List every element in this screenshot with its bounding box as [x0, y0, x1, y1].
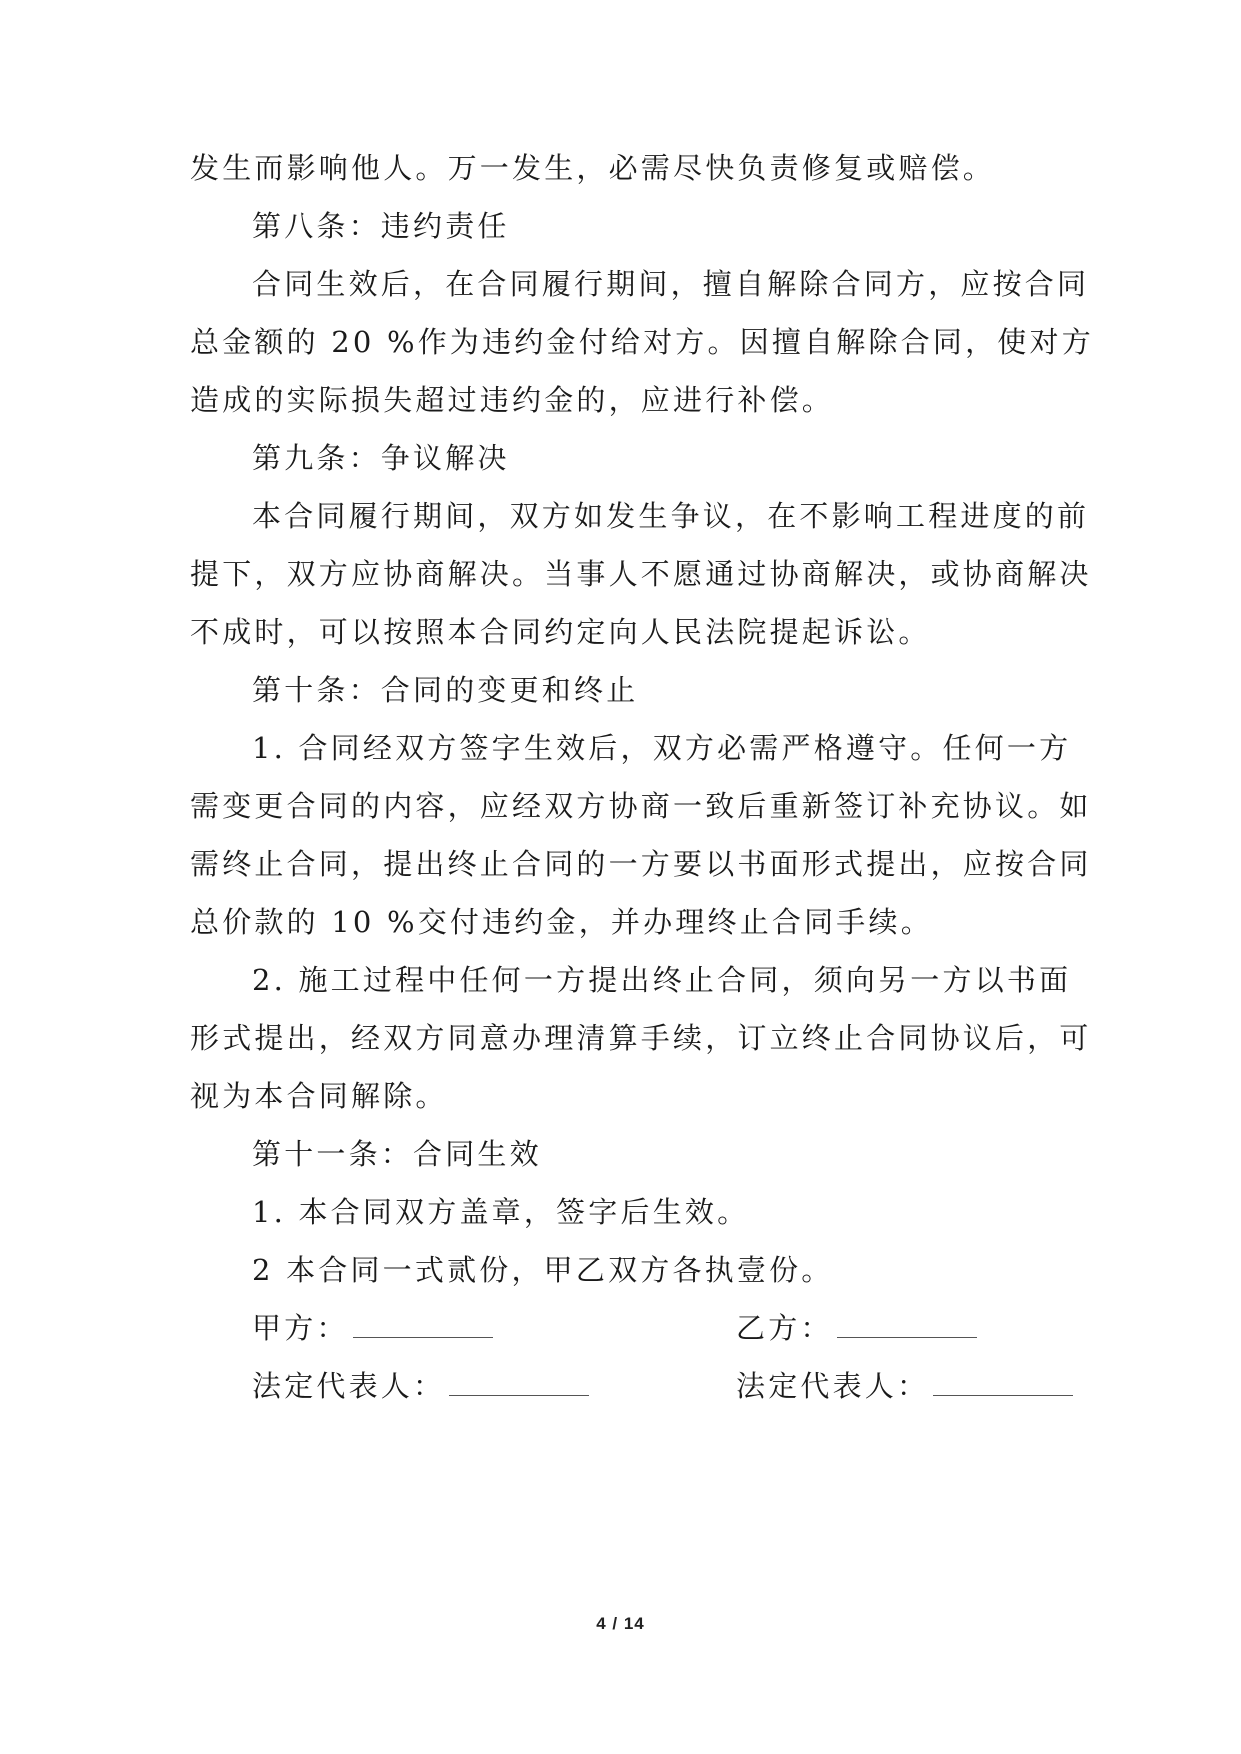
text-line: 总金额的 20 %作为违约金付给对方。因擅自解除合同，使对方 — [190, 325, 1094, 359]
text-line: 发生而影响他人。万一发生，必需尽快负责修复或赔偿。 — [190, 151, 996, 185]
text-line: 需终止合同，提出终止合同的一方要以书面形式提出，应按合同 — [190, 847, 1092, 881]
party-a-label: 甲方： — [252, 1311, 349, 1345]
party-b-label: 乙方： — [736, 1311, 833, 1345]
section-heading-article-8: 第八条：违约责任 — [252, 209, 510, 243]
legal-rep-b-signature-line — [736, 1366, 1073, 1406]
text-line: 形式提出，经双方同意办理清算手续，订立终止合同协议后，可 — [190, 1021, 1092, 1055]
text-line: 提下，双方应协商解决。当事人不愿通过协商解决，或协商解决 — [190, 557, 1092, 591]
party-a-blank — [353, 1311, 493, 1338]
text-line: 1. 本合同双方盖章，签字后生效。 — [252, 1195, 750, 1229]
party-a-signature-line — [252, 1308, 493, 1348]
text-line: 合同生效后，在合同履行期间，擅自解除合同方，应按合同 — [252, 267, 1090, 301]
text-line: 视为本合同解除。 — [190, 1079, 448, 1113]
section-heading-article-9: 第九条：争议解决 — [252, 441, 510, 475]
legal-rep-a-blank — [449, 1369, 589, 1396]
text-line: 需变更合同的内容，应经双方协商一致后重新签订补充协议。如 — [190, 789, 1092, 823]
party-b-blank — [837, 1311, 977, 1338]
text-line: 2. 施工过程中任何一方提出终止合同，须向另一方以书面 — [252, 963, 1072, 997]
legal-rep-b-label: 法定代表人： — [736, 1369, 930, 1403]
legal-rep-a-signature-line — [252, 1366, 589, 1406]
text-line: 不成时，可以按照本合同约定向人民法院提起诉讼。 — [190, 615, 931, 649]
legal-rep-a-label: 法定代表人： — [252, 1369, 446, 1403]
text-line: 总价款的 10 %交付违约金，并办理终止合同手续。 — [190, 905, 933, 939]
text-line: 造成的实际损失超过违约金的，应进行补偿。 — [190, 383, 835, 417]
text-line: 2 本合同一式贰份，甲乙双方各执壹份。 — [252, 1253, 834, 1287]
text-line: 本合同履行期间，双方如发生争议，在不影响工程进度的前 — [252, 499, 1090, 533]
section-heading-article-11: 第十一条：合同生效 — [252, 1137, 542, 1171]
party-b-signature-line — [736, 1308, 977, 1348]
legal-rep-b-blank — [933, 1369, 1073, 1396]
page-number: 4 / 14 — [596, 1614, 645, 1633]
section-heading-article-10: 第十条：合同的变更和终止 — [252, 673, 639, 707]
text-line: 1. 合同经双方签字生效后，双方必需严格遵守。任何一方 — [252, 731, 1072, 765]
